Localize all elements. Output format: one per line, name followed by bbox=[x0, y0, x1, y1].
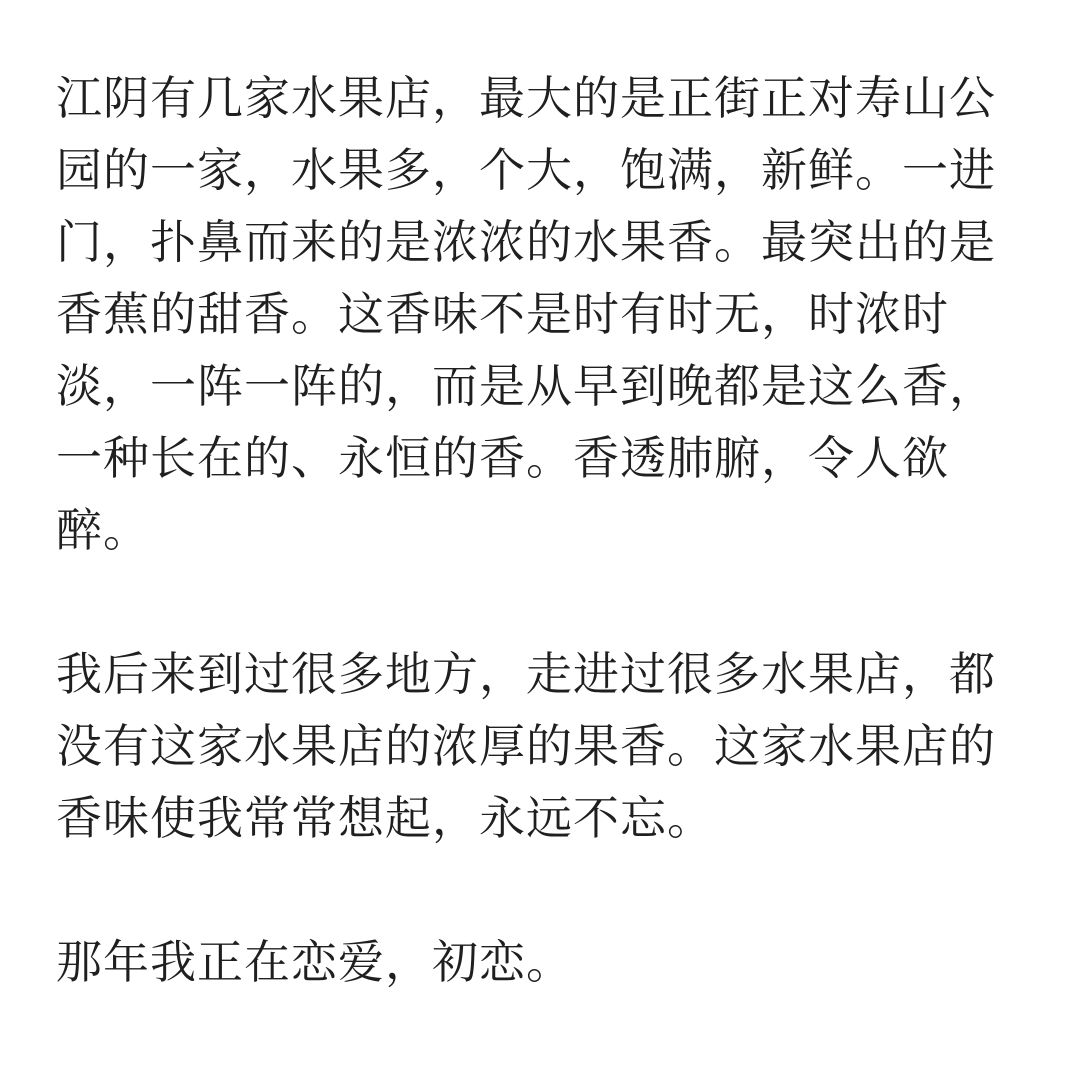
text-line: 园的一家，水果多，个大，饱满，新鲜。一进 bbox=[56, 143, 996, 197]
text-line: 没有这家水果店的浓厚的果香。这家水果店的 bbox=[56, 719, 996, 773]
text-line: 门，扑鼻而来的是浓浓的水果香。最突出的是 bbox=[56, 215, 996, 269]
article-body bbox=[56, 62, 1031, 998]
text-line: 淡，一阵一阵的，而是从早到晚都是这么香， bbox=[56, 359, 996, 413]
paragraph-1 bbox=[56, 62, 1031, 566]
text-line: 一种长在的、永恒的香。香透肺腑，令人欲 bbox=[56, 431, 949, 485]
paragraph-spacer bbox=[56, 854, 1031, 926]
text-line: 那年我正在恋爱，初恋。 bbox=[56, 935, 573, 989]
text-line: 醉。 bbox=[56, 503, 150, 557]
paragraph-2 bbox=[56, 638, 1031, 854]
text-line: 香味使我常常想起，永远不忘。 bbox=[56, 791, 714, 845]
text-line: 我后来到过很多地方，走进过很多水果店，都 bbox=[56, 647, 996, 701]
text-line: 江阴有几家水果店，最大的是正街正对寿山公 bbox=[56, 71, 996, 125]
paragraph-spacer bbox=[56, 566, 1031, 638]
text-line: 香蕉的甜香。这香味不是时有时无，时浓时 bbox=[56, 287, 949, 341]
paragraph-3 bbox=[56, 926, 1031, 998]
